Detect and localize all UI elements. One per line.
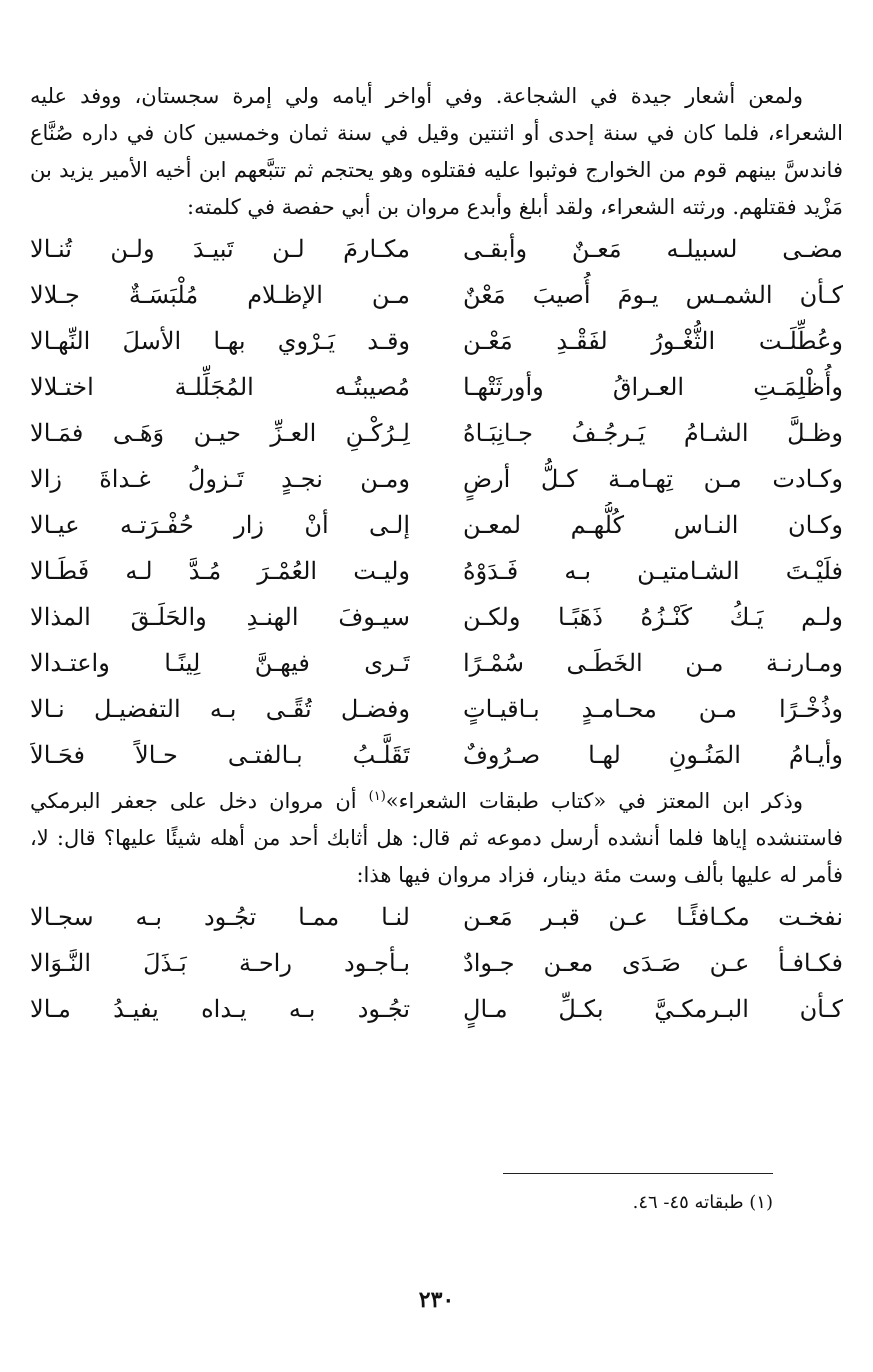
first-hemistich: وظـلَّ الشـامُ يَـرجُـفُ جـانِبَـاهُ (463, 419, 843, 447)
main-text (30, 78, 843, 1032)
second-hemistich: لنـا ممـا تجُـود بـه سجـالا (30, 903, 410, 931)
verse (30, 686, 843, 732)
verse (30, 894, 843, 940)
first-hemistich: وعُطِّلَـت الثُّغْـورُ لفَقْـدِ مَعْـن (463, 327, 843, 355)
first-hemistich: فكـافـأ عـن صَـدَى معـن جـوادٌ (463, 949, 843, 977)
verse (30, 456, 843, 502)
second-hemistich: وفضـل تُقًـى بـه التفضيـل نـالا (30, 695, 410, 723)
footnote-divider (503, 1173, 773, 1174)
middle-line: جعفر البرمكي فاستنشده إياها فلما أنشده أرسل دموعه ثم قال: هل أثابك أحد (30, 789, 843, 850)
addition-poem (30, 894, 843, 1032)
first-hemistich: ولـم يَـكُ كَنْـزُهُ ذَهَبًـا ولكـن (463, 603, 843, 631)
verse (30, 548, 843, 594)
verse (30, 594, 843, 640)
verse (30, 364, 843, 410)
second-hemistich: مُصيبتُـه المُجَلِّلـة اختـلالا (30, 373, 410, 401)
first-hemistich: وكـادت مـن تِهـامـة كـلُّ أرضٍ (463, 465, 843, 493)
middle-line: فيها هذا: (356, 863, 431, 887)
intro-line: وخمسين كان في داره صُنَّاع فاندسَّ بينهم قوم من الخوارج فوثبوا عليه فقتلوه (30, 121, 843, 182)
second-hemistich: مـن الإظـلام مُلْبَسَـةٌ جـلالا (30, 281, 410, 309)
second-hemistich: وليـت العُمْـرَ مُـدَّ لـه فَطَـالا (30, 557, 410, 585)
second-hemistich: تجُـود بـه يـداه يفيـدُ مـالا (30, 995, 410, 1023)
middle-line: أن مروان دخل على (169, 789, 369, 813)
intro-line: وهو يحتجم ثم تتبَّعهم ابن أخيه الأمير يزيد بن مَزْيد فقتلهم. ورثته الشعراء، (30, 158, 843, 219)
second-hemistich: ومـن نجـدٍ تَـزولُ غـداةَ زالا (30, 465, 410, 493)
footnote-marker: (١) (368, 789, 386, 804)
first-hemistich: وأُظْلِمَـتِ العـراقُ وأورثَتْهـا (463, 373, 843, 401)
first-hemistich: وأيـامُ المَنُـونِ لهـا صـرُوفٌ (463, 741, 843, 769)
footnote: (١) طبقاته ٤٥- ٤٦. (632, 1192, 773, 1213)
first-hemistich: نفخـت مكـافئًـا عـن قبـر مَعـن (463, 903, 843, 931)
middle-line: من أهله شيئًا عليها؟ قال: لا، فأمر له عليها بألف وست مئة دينار، فزاد مروان (30, 826, 843, 887)
first-hemistich: ومـارنـة مـن الخَطَـى سُمْـرًا (463, 649, 843, 677)
elegy-poem (30, 226, 843, 778)
verse (30, 226, 843, 272)
first-hemistich: كـأن البـرمكـيَّ بكـلِّ مـالٍ (463, 995, 843, 1023)
first-hemistich: وذُخْـرًا مـن محـامـدٍ بـاقيـاتٍ (463, 695, 843, 723)
verse (30, 502, 843, 548)
second-hemistich: مكـارمَ لـن تَبيـدَ ولـن تُنـالا (30, 235, 410, 263)
intro-line: ولقد أبلغ وأبدع مروان بن أبي حفصة في كلمته: (187, 195, 594, 219)
second-hemistich: تَقَلَّـبُ بـالفتـى حـالاً فحَـالاَ (30, 741, 410, 769)
second-hemistich: بـأجـود راحـة بَـذَلَ النَّـوَالا (30, 949, 410, 977)
middle-line: وذكر ابن المعتز في «كتاب طبقات الشعراء» (385, 789, 803, 813)
verse (30, 940, 843, 986)
verse (30, 640, 843, 686)
verse (30, 410, 843, 456)
second-hemistich: لِـرُكْـنِ العـزِّ حيـن وَهَـى فمَـالا (30, 419, 410, 447)
intro-line: ووفد عليه الشعراء، فلما كان في سنة إحدى أو اثنتين وقيل في سنة ثمان (30, 84, 843, 145)
first-hemistich: كـأن الشمـس يـومَ أُصيبَ مَعْنٌ (463, 281, 843, 309)
verse (30, 318, 843, 364)
second-hemistich: تَـرى فيهـنَّ لِينًـا واعتـدالا (30, 649, 410, 677)
second-hemistich: إلـى أنْ زار حُفْـرَتـه عيـالا (30, 511, 410, 539)
verse (30, 986, 843, 1032)
intro-line: ولمعن أشعار جيدة في الشجاعة. وفي أواخر أيامه ولي إمرة سجستان، (134, 84, 803, 108)
second-hemistich: سيـوفَ الهنـدِ والحَلَـقَ المذالا (30, 603, 410, 631)
second-hemistich: وقـد يَـرْوي بهـا الأسلَ النِّهـالا (30, 327, 410, 355)
page-number: ٢٣٠ (418, 1287, 455, 1313)
first-hemistich: مضـى لسبيلـه مَعـنٌ وأبقـى (463, 235, 843, 263)
first-hemistich: وكـان النـاس كُلُّهـم لمعـن (463, 511, 843, 539)
first-hemistich: فلَيْـتَ الشـامتيـن بـه فَـدَوْهُ (463, 557, 843, 585)
verse (30, 272, 843, 318)
intro-paragraph (30, 78, 843, 226)
verse (30, 732, 843, 778)
middle-paragraph (30, 778, 843, 894)
